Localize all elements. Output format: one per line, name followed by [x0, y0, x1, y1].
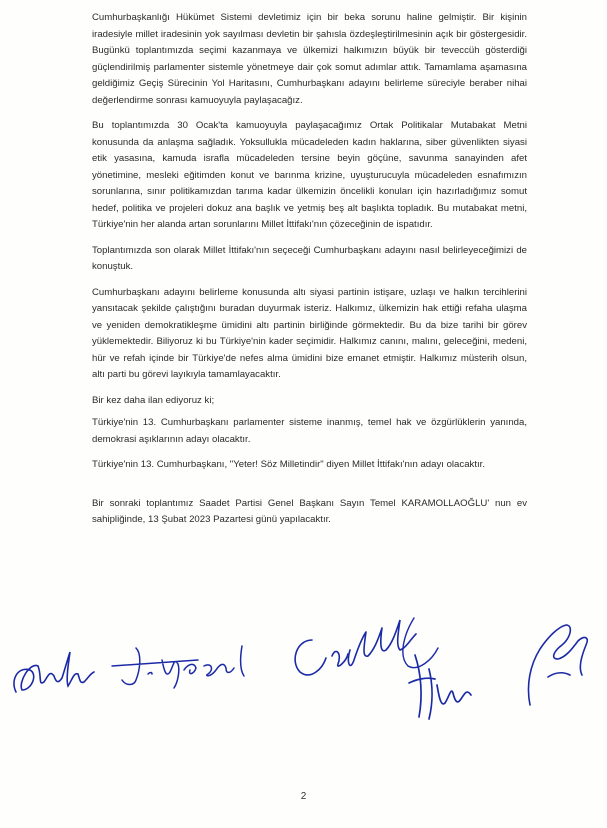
paragraph-candidate-process: Cumhurbaşkanı adayını belirleme konusunda altı siyasi partinin istişare, uzlaşı ve halkın tercihlerini yansıtacak şekilde çalıştığını buradan duyurmak isteriz. Halkımız, ülkemizin hak ettiği refaha ulaşma ve yeniden demokratikleşme ümidini altı partinin birliğinde görmektedir. Bu da bize tarihi bir görev yüklemektedir. Biliyoruz ki bu Türkiye'nin kader seçimidir. Halkımız canını, malını, geleceğini, medeni, hür ve refah içinde bir Türkiye'de nefes alma ümidini bize emanet etmiştir. Halkımız müsterih olsun, altı parti bu görevi layıkıyla tamamlayacaktır. — [92, 286, 527, 380]
paragraph-system-critique: Cumhurbaşkanlığı Hükümet Sistemi devletimiz için bir beka sorunu haline gelmiştir. Bir kişinin iradesiyle millet iradesinin yok sayılması devletin bir şahısla özdeşleştirilmesinin açık bir göstergesidir. Bugünkü toplantımızda seçimi kazanmaya ve ülkemizi halkımızın büyük bir teveccüh gösterdiği güçlendirilmiş parlamenter sistemle yönetmeye dair çok somut adımlar attık. Tamamlama aşamasına geldiğimiz Geçiş Sürecinin Yol Haritasını, Cumhurbaşkanı adayını belirleme süreciyle beraber nihai değerlendirme sonrası kamuoyuyla paylaşacağız. — [92, 12, 527, 106]
paragraph-president-millet: Türkiye'nin 13. Cumhurbaşkanı, "Yeter! Söz Milletindir" diyen Millet İttifakı'nın adayı olacaktır. — [92, 459, 485, 470]
signature-5 — [500, 615, 600, 715]
document-body — [92, 10, 527, 538]
signature-2 — [108, 640, 278, 690]
paragraph-candidate-discussion: Toplantımızda son olarak Millet İttifakı'nın seçeceği Cumhurbaşkanı adayını nasıl belirleyeceğimizi de konuştuk. — [92, 244, 527, 272]
signatures — [0, 610, 607, 730]
paragraph-policy-agreement: Bu toplantımızda 30 Ocak'ta kamuoyuyla paylaşacağımız Ortak Politikalar Mutabakat Metni konusunda da anlaşma sağladık. Yoksullukla mücadeleden kadın haklarına, siber güvenlikten siyasi etik yasasına, kamuda israfla mücadeleden tersine beyin göçüne, savunma sanayinden afet yönetimine, mesleki eğitimden konut ve barınma krizine, uyuşturucuyla mücadeleden esnafımızın sorunlarına, sınır politikamızdan tarıma kadar ülkemizin öncelikli konuları için hazırladığımız somut hedef, politika ve projeleri dokuz ana başlık ve yetmiş beş alt başlıkta topladık. Bu mutabakat metni, Türkiye'nin her alanda artan sorunlarını Millet İttifakı'nın çözeceğinin de ispatıdır. — [92, 120, 527, 230]
paragraph-announcement-intro: Bir kez daha ilan ediyoruz ki; — [92, 394, 215, 406]
paragraph-president-parliamentary: Türkiye'nin 13. Cumhurbaşkanı parlamenter sisteme inanmış, temel hak ve özgürlüklerin yanında, demokrasi aşıklarının adayı olacaktır. — [92, 417, 527, 445]
page-number: 2 — [300, 791, 307, 802]
signature-4 — [395, 645, 485, 730]
signature-1 — [8, 632, 98, 702]
paragraph-next-meeting: Bir sonraki toplantımız Saadet Partisi Genel Başkanı Sayın Temel KARAMOLLAOĞLU' nun ev sahipliğinde, 13 Şubat 2023 Pazartesi günü yapılacaktır. — [92, 497, 527, 525]
